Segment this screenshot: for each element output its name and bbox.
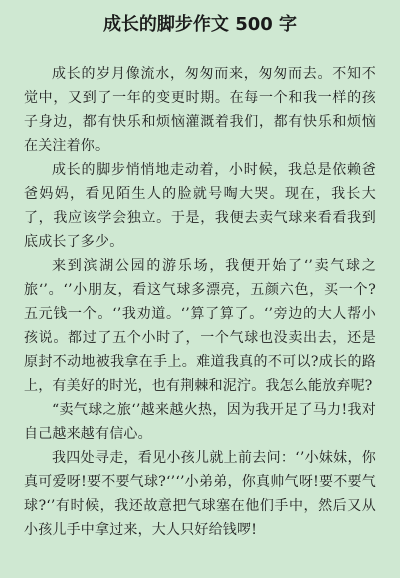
paragraph-1: 成长的岁月像流水，匆匆而来，匆匆而去。不知不觉中，又到了一年的变更时期。在每一个和我一样的孩子身边，都有快乐和烦恼灌溉着我们，都有快乐和烦恼在关注着你。 bbox=[24, 66, 376, 154]
paragraph-3: 来到滨湖公园的游乐场，我便开始了‘’卖气球之旅‘’。‘’小朋友，看这气球多漂亮，五颜六色，买一个?五元钱一个。‘’我劝道。‘’算了算了。‘’旁边的大人帮小孩说。都过了五个小时了，一个气球也没卖出去，还是原封不动地被我拿在手上。难道我真的不可以?成长的路上，有美好的时光，也有荆棘和泥泞。我怎么能放弃呢? bbox=[24, 258, 376, 394]
paragraph-2: 成长的脚步悄悄地走动着，小时候，我总是依赖爸爸妈妈，看见陌生人的脸就号啕大哭。现在，我长大了，我应该学会独立。于是，我便去卖气球来看看我到底成长了多少。 bbox=[24, 162, 376, 250]
article-title: 成长的脚步作文 500 字 bbox=[102, 14, 298, 35]
paragraph-5: 我四处寻走，看见小孩儿就上前去问：‘’小妹妹，你真可爱呀!要不要气球?‘’‘’小弟弟，你真帅气呀!要不要气球?‘’有时候，我还故意把气球塞在他们手中，然后又从小孩儿手中拿过来，大人只好给钱啰! bbox=[24, 450, 376, 538]
article-body bbox=[24, 62, 376, 542]
paragraph-4: “卖气球之旅‘’越来越火热，因为我开足了马力!我对自己越来越有信心。 bbox=[24, 402, 376, 442]
